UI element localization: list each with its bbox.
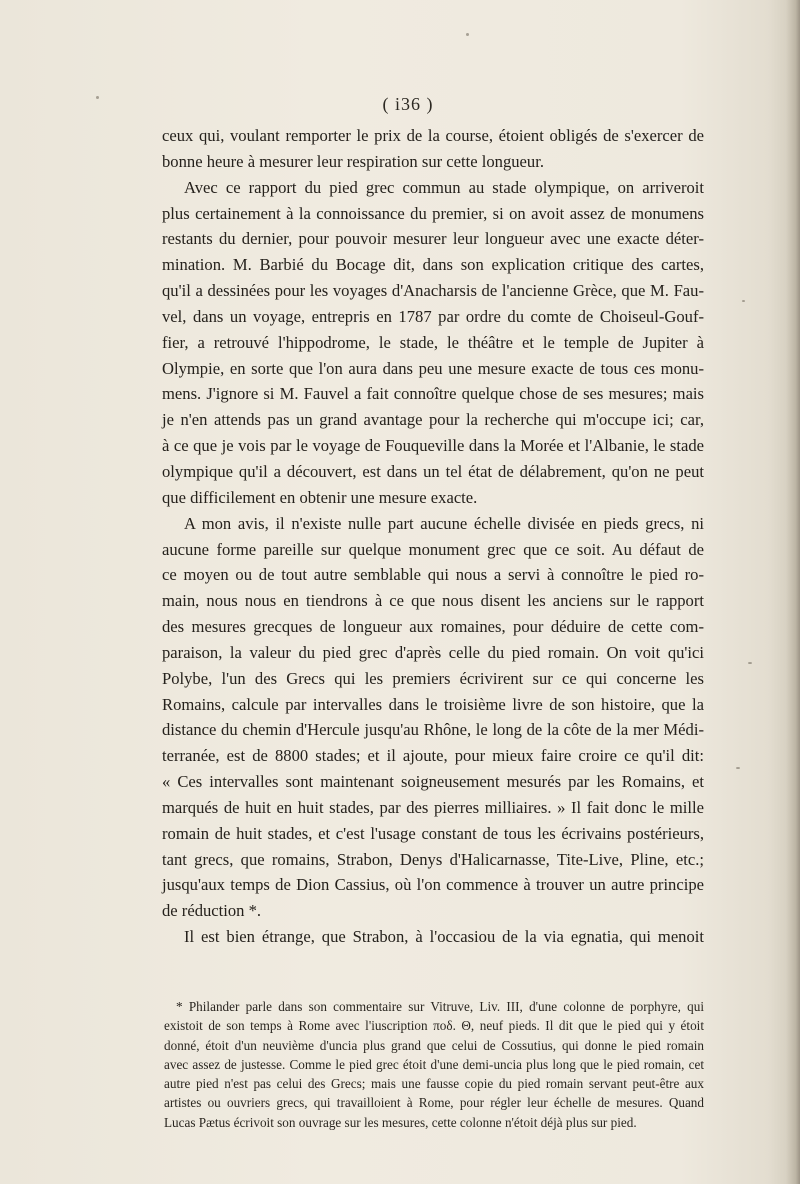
text-line: A mon avis, il n'existe nulle part aucune échelle divisée en pieds grecs, ni bbox=[184, 513, 704, 533]
footnote-line: donné, étoit d'un neuvième d'uncia plus grand que celui de Cossutius, qui donne le pied romain bbox=[164, 1037, 704, 1053]
text-line: restants du dernier, pour pouvoir mesurer leur longueur avec une exacte déter- bbox=[162, 229, 704, 249]
paper-speck bbox=[748, 662, 752, 664]
text-line: Avec ce rapport du pied grec commun au stade olympique, on arriveroit bbox=[184, 177, 704, 197]
text-line: aucune forme pareille sur quelque monument grec que ce soit. Au défaut de bbox=[162, 539, 704, 559]
paper-speck bbox=[736, 767, 740, 769]
text-line: Romains, calcule par intervalles dans le troisième livre de son histoire, que la bbox=[162, 694, 704, 714]
text-line: mens. J'ignore si M. Fauvel a fait connoître quelque chose de ses mesures; mais bbox=[162, 384, 704, 404]
text-line: je n'en attends pas un grand avantage pour la recherche qui m'occupe ici; car, bbox=[162, 410, 704, 430]
page-number: ( i36 ) bbox=[382, 94, 434, 114]
text-line: marqués de huit en huit stades, par des pierres milliaires. » Il fait donc le mille bbox=[162, 797, 704, 817]
text-line: paraison, la valeur du pied grec d'après celle du pied romain. On voit qu'ici bbox=[162, 642, 704, 662]
footnote-line: artistes ou ouvriers grecs, qui travailloient à Rome, pour régler leur échelle de mesures. Quand bbox=[164, 1095, 704, 1111]
text-line: à ce que je vois par le voyage de Fouqueville dans la Morée et l'Albanie, le stade bbox=[162, 436, 704, 456]
text-line: ceux qui, voulant remporter le prix de la course, étoient obligés de s'exercer de bbox=[162, 126, 704, 145]
page-edge-shadow bbox=[786, 0, 800, 1184]
text-line: plus certainement à la connoissance du premier, si on avoit assez de monumens bbox=[162, 203, 704, 223]
text-line: romain de huit stades, et c'est l'usage constant de tous les écrivains postérieurs, bbox=[162, 823, 704, 843]
text-line: mination. M. Barbié du Bocage dit, dans son explication critique des cartes, bbox=[162, 255, 704, 275]
text-line: ce moyen ou de tout autre semblable qui nous a servi à connoître le pied ro- bbox=[162, 565, 704, 585]
text-line: que difficilement en obtenir une mesure exacte. bbox=[162, 487, 478, 507]
footnote-block bbox=[164, 997, 704, 1132]
text-line: tant grecs, que romains, Strabon, Denys d'Halicarnasse, Tite-Live, Pline, etc.; bbox=[162, 849, 704, 869]
text-line: jusqu'aux temps de Dion Cassius, où l'on commence à trouver un autre principe bbox=[162, 875, 704, 895]
paper-speck bbox=[742, 300, 745, 302]
text-line: distance du chemin d'Hercule jusqu'au Rhône, le long de la côte de la mer Médi- bbox=[162, 720, 704, 740]
footnote-line: Lucas Pætus écrivoit son ouvrage sur les mesures, cette colonne n'étoit déjà plus sur pied. bbox=[164, 1114, 637, 1130]
footnote-line: * Philander parle dans son commentaire sur Vitruve, Liv. III, d'une colonne de porphyre, qui bbox=[176, 999, 704, 1014]
footnote-line: autre pied n'est pas celui des Grecs; mais une fausse copie du pied romain servant peut-être aux bbox=[164, 1076, 704, 1092]
text-line: vel, dans un voyage, entrepris en 1787 par ordre du comte de Choiseul-Gouf- bbox=[162, 306, 704, 326]
text-line: main, nous nous en tiendrons à ce que nous disent les anciens sur le rapport bbox=[162, 591, 704, 611]
paper-speck bbox=[466, 33, 469, 36]
text-line: fier, a retrouvé l'hippodrome, le stade, le théâtre et le temple de Jupiter à bbox=[162, 332, 704, 352]
text-line: terranée, est de 8800 stades; et il ajoute, pour mieux faire croire ce qu'il dit: bbox=[162, 746, 704, 766]
main-text-block bbox=[162, 123, 704, 950]
text-line: olympique qu'il a découvert, est dans un tel état de délabrement, qu'on ne peut bbox=[162, 461, 704, 481]
text-line: « Ces intervalles sont maintenant soigneusement mesurés par les Romains, et bbox=[162, 772, 704, 792]
footnote-line: avec assez de justesse. Comme le pied grec étoit d'une demi-uncia plus long que le pied romain, cet bbox=[164, 1056, 704, 1072]
text-line: Olympie, en sorte que l'on aura dans peu une mesure exacte de tous ces monu- bbox=[162, 358, 704, 378]
text-line: Polybe, l'un des Grecs qui les premiers écrivirent sur ce qui concerne les bbox=[162, 668, 704, 688]
text-line: qu'il a dessinées pour les voyages d'Anacharsis de l'ancienne Grèce, que M. Fau- bbox=[162, 281, 704, 301]
text-line: bonne heure à mesurer leur respiration sur cette longueur. bbox=[162, 151, 544, 171]
paper-speck bbox=[96, 96, 99, 99]
footnote-line: existoit de son temps à Rome avec l'iuscription ποδ. Θ, neuf pieds. Il dit que le pied qui y étoit bbox=[164, 1018, 704, 1034]
text-line: Il est bien étrange, que Strabon, à l'occasiou de la via egnatia, qui menoit bbox=[184, 927, 704, 947]
text-line: de réduction *. bbox=[162, 901, 262, 921]
text-line: des mesures grecques de longueur aux romaines, pour déduire de cette com- bbox=[162, 617, 704, 637]
